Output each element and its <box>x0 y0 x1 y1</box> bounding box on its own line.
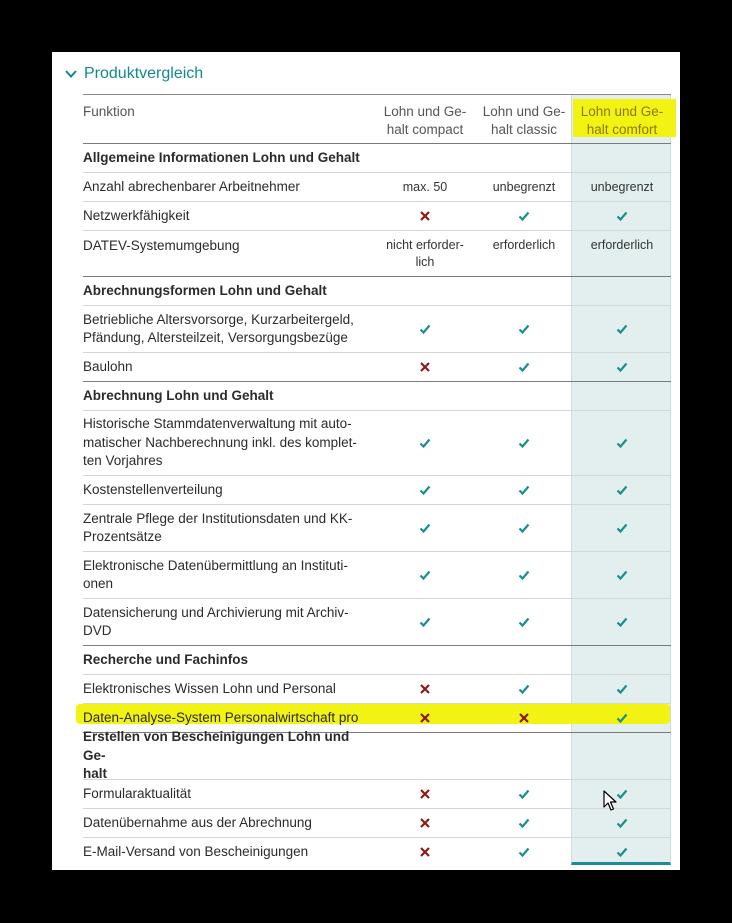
check-icon <box>616 817 628 829</box>
check-icon <box>419 484 431 496</box>
category-row: Abrechnung Lohn und Gehalt <box>83 381 671 410</box>
check-icon <box>518 616 530 628</box>
table-row: Zentrale Pflege der Institutionsdaten und KK- Prozentsätze <box>83 504 671 551</box>
table-row: Netzwerkfähigkeit <box>83 201 671 230</box>
check-icon <box>616 437 628 449</box>
cross-icon <box>419 210 431 222</box>
check-icon <box>518 569 530 581</box>
check-icon <box>419 437 431 449</box>
check-icon <box>518 683 530 695</box>
cross-icon <box>419 712 431 724</box>
check-icon <box>616 846 628 858</box>
check-icon <box>616 484 628 496</box>
check-icon <box>518 484 530 496</box>
check-icon <box>518 210 530 222</box>
table-row: Daten-Analyse-System Personalwirtschaft pro <box>83 703 671 732</box>
category-row: Abrechnungsformen Lohn und Gehalt <box>83 276 671 305</box>
check-icon <box>616 569 628 581</box>
col-header-function: Funktion <box>83 104 135 119</box>
cross-icon <box>518 712 530 724</box>
table-row: Datenübernahme aus der Abrechnung <box>83 808 671 837</box>
check-icon <box>419 323 431 335</box>
cross-icon <box>419 846 431 858</box>
category-row: Allgemeine Informationen Lohn und Gehalt <box>83 143 671 172</box>
mouse-cursor-icon <box>603 790 617 812</box>
check-icon <box>419 522 431 534</box>
check-icon <box>518 846 530 858</box>
check-icon <box>518 323 530 335</box>
table-row: Betriebliche Altersvorsorge, Kurzarbeitergeld, Pfändung, Altersteilzeit, Versorgungsbezüge <box>83 305 671 352</box>
table-row: Formularaktualität <box>83 779 671 808</box>
table-row: Elektronische Datenübermittlung an Instituti- onen <box>83 551 671 598</box>
cross-icon <box>419 361 431 373</box>
table-row: E-Mail-Versand von Bescheinigungen <box>83 837 671 866</box>
check-icon <box>616 712 628 724</box>
check-icon <box>616 361 628 373</box>
table-row: Anzahl abrechenbarer Arbeitnehmer max. 50 unbegrenzt unbegrenzt <box>83 172 671 201</box>
col-header-comfort: Lohn und Ge- halt comfort <box>580 104 664 137</box>
table-header <box>83 95 671 143</box>
cross-icon <box>419 788 431 800</box>
section-toggle[interactable] <box>64 62 203 86</box>
check-icon <box>518 361 530 373</box>
table-row: Kostenstellenverteilung <box>83 475 671 504</box>
check-icon <box>518 788 530 800</box>
table-row: Historische Stammdatenverwaltung mit auto- matischer Nachberechnung inkl. des komplet- ten Vorjahres <box>83 410 671 475</box>
check-icon <box>419 616 431 628</box>
table-row: Datensicherung und Archivierung mit Archiv- DVD <box>83 598 671 645</box>
section-title: Produktvergleich <box>84 65 204 82</box>
comparison-table <box>83 94 671 866</box>
check-icon <box>419 569 431 581</box>
check-icon <box>616 616 628 628</box>
check-icon <box>616 323 628 335</box>
check-icon <box>518 522 530 534</box>
check-icon <box>518 437 530 449</box>
col-header-compact: Lohn und Ge- halt compact <box>383 104 467 137</box>
category-row: Erstellen von Bescheinigungen Lohn und Ge- halt <box>83 732 671 779</box>
col-header-classic: Lohn und Ge- halt classic <box>482 104 566 137</box>
cross-icon <box>419 817 431 829</box>
table-row: Elektronisches Wissen Lohn und Personal <box>83 674 671 703</box>
check-icon <box>616 522 628 534</box>
check-icon <box>616 683 628 695</box>
check-icon <box>518 817 530 829</box>
chevron-down-icon <box>64 67 78 81</box>
product-comparison-panel <box>52 52 680 870</box>
cross-icon <box>419 683 431 695</box>
table-row: Baulohn <box>83 352 671 381</box>
check-icon <box>616 210 628 222</box>
check-icon <box>616 788 628 800</box>
table-row: DATEV-Systemumgebung nicht erforder- lich erforderlich erforderlich <box>83 230 671 276</box>
category-row: Recherche und Fachinfos <box>83 645 671 674</box>
